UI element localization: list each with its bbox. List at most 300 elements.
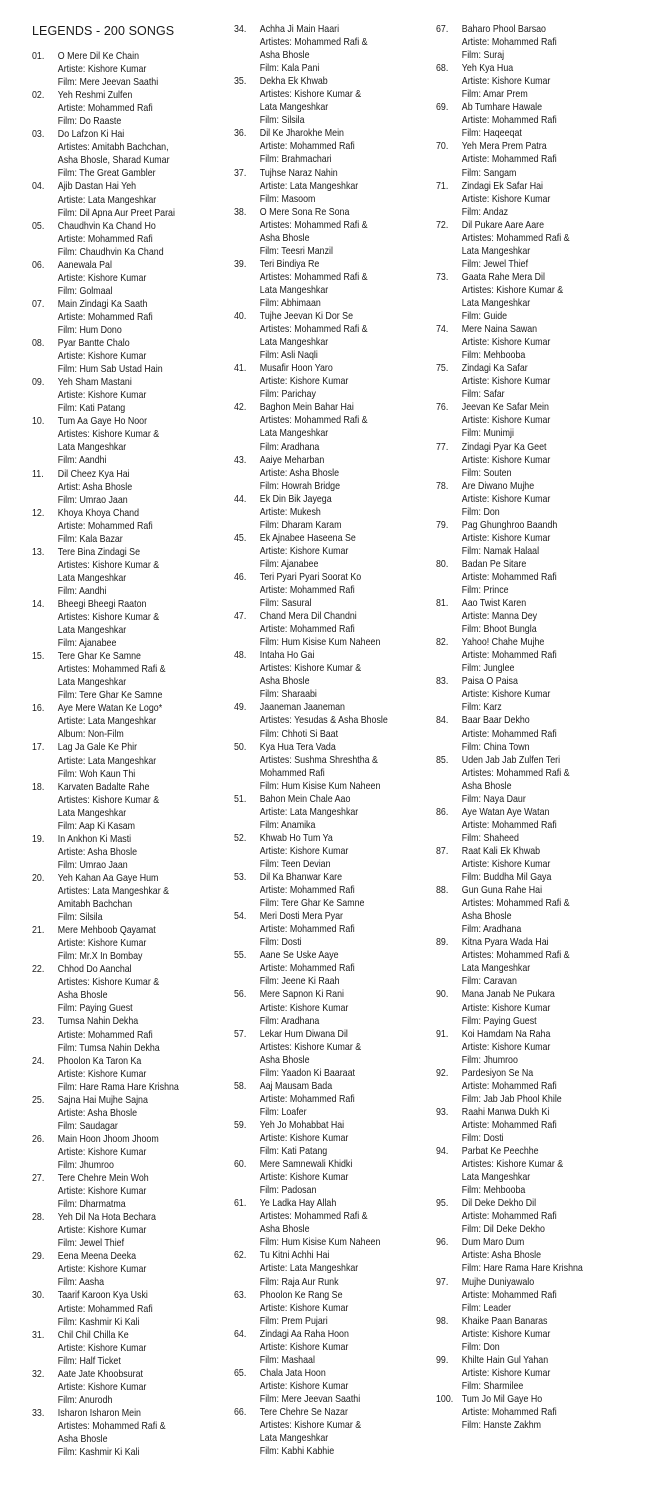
song-title: Teri Bindiya Re [259,258,320,270]
song-entry [436,401,612,440]
song-detail: Film: Safar [461,389,505,401]
song-detail: Artistes: Kishore Kumar & [259,1420,362,1432]
song-entry [436,23,612,62]
song-title: Bheegi Bheegi Raaton [57,598,147,610]
song-number: 63. [234,1289,247,1301]
song-number: 42. [234,402,247,414]
song-entry [436,62,612,101]
song-detail: Artiste: Mohammed Rafi [259,885,355,897]
song-number: 66. [234,1406,247,1418]
song-detail: Film: Yaadon Ki Baaraat [259,1067,355,1079]
song-title: Aye Watan Aye Watan [461,806,550,818]
song-detail: Artiste: Kishore Kumar [57,1186,147,1198]
song-title: Ye Ladka Hay Allah [259,1198,337,1210]
song-detail: Film: Shaheed [461,832,519,844]
song-title: Mere Mehboob Qayamat [57,925,156,937]
song-detail: Film: Kashmir Ki Kali [57,1316,140,1328]
song-entry [436,806,612,845]
song-entry [32,259,208,298]
song-entry [234,258,410,310]
song-detail: Film: Aradhana [259,1015,320,1027]
song-title: Ab Tumhare Hawale [461,102,543,114]
song-number: 06. [32,259,45,271]
song-entry [436,271,612,323]
song-detail: Artiste: Kishore Kumar [461,859,551,870]
song-number: 87. [436,845,449,857]
song-number: 92. [436,1067,449,1079]
song-detail: Artiste: Asha Bhosle [57,846,138,858]
song-entry [234,362,410,401]
song-number: 14. [32,598,45,610]
song-number: 30. [32,1290,45,1302]
song-detail: Film: Abhimaan [259,297,321,309]
song-detail: Film: Jab Jab Phool Khile [461,1093,562,1105]
song-detail: Artiste: Mohammed Rafi [259,585,355,597]
song-detail: Amitabh Bachchan [57,899,133,911]
song-entry [436,519,612,558]
song-detail: Film: Kati Patang [57,403,126,415]
song-detail: Artiste: Mukesh [259,506,321,518]
song-detail: Film: Souten [461,467,512,479]
song-title: Dil Cheez Kya Hai [57,468,130,480]
song-title: Jeevan Ke Safar Mein [461,402,549,414]
song-detail: Artiste: Mohammed Rafi [259,141,355,153]
song-title: Ek Ajnabee Haseena Se [259,532,356,544]
song-number: 03. [32,129,45,141]
song-detail: Lata Mangeshkar [461,1172,531,1184]
song-number: 95. [436,1198,449,1210]
song-title: Tujhe Jeevan Ki Dor Se [259,311,354,323]
song-detail: Artiste: Kishore Kumar [259,1172,349,1184]
song-entry [436,988,612,1027]
song-detail: Film: Jewel Thief [461,258,529,270]
song-title: Zindagi Ka Safar [461,363,528,375]
song-title: Yeh Kya Hua [461,63,514,75]
song-number: 12. [32,507,45,519]
song-entry [32,546,208,598]
song-detail: Film: Hum Kisise Kum Naheen [259,1237,381,1249]
song-detail: Film: Kala Bazar [57,533,123,545]
song-entry [234,1289,410,1328]
song-entry [234,401,410,453]
song-entry [436,884,612,936]
song-detail: Film: Ajanabee [259,558,319,570]
song-number: 04. [32,181,45,193]
song-entry [32,924,208,963]
song-number: 02. [32,90,45,102]
song-number: 32. [32,1368,45,1380]
song-detail: Film: Padosan [259,1185,317,1197]
song-detail: Artistes: Kishore Kumar & [259,1041,362,1053]
song-title: Kitna Pyara Wada Hai [461,937,549,949]
song-number: 51. [234,793,247,805]
song-detail: Artiste: Mohammed Rafi [57,1029,153,1041]
song-entry [32,1329,208,1368]
song-entry [436,1067,612,1106]
song-detail: Artiste: Kishore Kumar [57,938,147,950]
song-entry [436,441,612,480]
song-detail: Film: Tumsa Nahin Dekha [57,1042,160,1054]
song-detail: Artistes: Kishore Kumar & [57,429,160,441]
song-detail: Film: Paying Guest [57,1003,133,1015]
song-number: 39. [234,258,247,270]
song-detail: Film: Hare Rama Hare Krishna [461,1263,583,1275]
song-detail: Artiste: Kishore Kumar [57,1146,147,1158]
song-detail: Artiste: Mohammed Rafi [461,1289,557,1301]
song-title: Khaike Paan Banaras [461,1315,548,1327]
song-detail: Film: Umrao Jaan [57,859,128,871]
song-entry [436,1236,612,1275]
song-entry [436,636,612,675]
song-number: 79. [436,519,449,531]
song-entry [32,1133,208,1172]
song-number: 52. [234,832,247,844]
song-entry [32,1015,208,1054]
song-detail: Film: The Great Gambler [57,168,156,180]
song-title: Do Lafzon Ki Hai [57,129,125,141]
song-detail: Artiste: Mohammed Rafi [259,1093,355,1105]
song-detail: Film: Mere Jeevan Saathi [57,77,159,89]
song-entry [32,1407,208,1459]
song-entry [436,1276,612,1315]
song-number: 94. [436,1146,449,1158]
song-detail: Artiste: Mohammed Rafi [57,233,153,245]
song-entry [436,1106,612,1145]
song-detail: Artiste: Lata Mangeshkar [259,806,359,818]
song-title: Main Hoon Jhoom Jhoom [57,1133,159,1145]
song-number: 23. [32,1016,45,1028]
song-title: Tere Chehre Se Nazar [259,1406,348,1418]
song-title: Khwab Ho Tum Ya [259,832,333,844]
song-detail: Artistes: Amitabh Bachchan, [57,142,169,154]
song-number: 55. [234,950,247,962]
song-detail: Artistes: Kishore Kumar & [57,794,160,806]
song-entry [234,1158,410,1197]
song-detail: Film: Do Raaste [57,116,122,128]
song-number: 98. [436,1315,449,1327]
song-detail: Artiste: Kishore Kumar [57,1342,147,1354]
song-entry [436,140,612,179]
song-number: 97. [436,1276,449,1288]
song-detail: Artistes: Mohammed Rafi & [259,324,368,336]
song-title: Phoolon Ke Rang Se [259,1289,343,1301]
song-title: Yeh Dil Na Hota Bechara [57,1212,156,1224]
song-entry [436,101,612,140]
song-title: Zindagi Aa Raha Hoon [259,1328,349,1340]
song-detail: Film: Asli Naqli [259,350,318,362]
song-detail: Film: Haqeeqat [461,128,522,140]
song-detail: Artiste: Mohammed Rafi [259,624,355,636]
song-detail: Artiste: Kishore Kumar [259,1002,349,1014]
song-title: Tum Aa Gaye Ho Noor [57,416,148,428]
song-detail: Film: Howrah Bridge [259,480,341,492]
song-title: Paisa O Paisa [461,676,518,688]
song-detail: Asha Bhosle [259,232,310,244]
song-entry [234,1328,410,1367]
song-entry [436,845,612,884]
song-title: Mere Samnewali Khidki [259,1159,353,1171]
song-title: Musafir Hoon Yaro [259,363,333,375]
song-detail: Artistes: Mohammed Rafi & [461,767,570,779]
song-detail: Artiste: Mohammed Rafi [461,154,557,166]
song-entry [234,1367,410,1406]
song-detail: Artiste: Mohammed Rafi [57,1303,153,1315]
song-detail: Film: Half Ticket [57,1355,121,1367]
song-detail: Film: Aandhi [57,455,107,467]
song-title: Pyar Bantte Chalo [57,338,130,350]
song-detail: Film: Kabhi Kabhie [259,1446,335,1458]
song-entry [436,1197,612,1236]
song-detail: Artiste: Kishore Kumar [461,1367,551,1379]
song-detail: Artiste: Mohammed Rafi [461,650,557,662]
song-title: Jaaneman Jaaneman [259,702,345,714]
song-title: Aate Jate Khoobsurat [57,1368,143,1380]
song-number: 13. [32,546,45,558]
song-title: Aye Mere Watan Ke Logo* [57,703,163,715]
song-number: 40. [234,311,247,323]
song-entry [234,649,410,701]
song-detail: Artiste: Asha Bhosle [259,467,340,479]
song-detail: Asha Bhosle [259,676,310,688]
song-detail: Film: Sharaabi [259,689,317,701]
song-number: 54. [234,911,247,923]
song-detail: Artiste: Mohammed Rafi [461,1211,557,1223]
song-entry [436,1315,612,1354]
song-entry [32,468,208,507]
song-detail: Film: Sharmilee [461,1380,524,1392]
song-detail: Artiste: Lata Mangeshkar [57,755,157,767]
song-detail: Film: Parichay [259,389,316,401]
song-detail: Lata Mangeshkar [57,442,127,454]
song-detail: Artiste: Kishore Kumar [461,532,551,544]
song-detail: Lata Mangeshkar [461,963,531,975]
song-title: Tum Jo Mil Gaye Ho [461,1393,543,1405]
song-entry [234,206,410,258]
song-entry [436,1393,612,1432]
song-detail: Film: Chaudhvin Ka Chand [57,246,164,258]
song-entry [234,167,410,206]
song-number: 83. [436,676,449,688]
song-detail: Film: Dosti [259,937,302,949]
song-entry [32,741,208,780]
song-title: Yeh Reshmi Zulfen [57,90,133,102]
song-number: 17. [32,742,45,754]
song-title: Aaiye Meharban [259,454,325,466]
song-detail: Film: Woh Kaun Thi [57,768,136,780]
song-title: In Ankhon Ki Masti [57,833,132,845]
song-detail: Artiste: Mohammed Rafi [461,115,557,127]
song-title: Mere Naina Sawan [461,324,538,336]
song-title: Uden Jab Jab Zulfen Teri [461,754,561,766]
song-title: Chala Jata Hoon [259,1367,326,1379]
song-detail: Lata Mangeshkar [57,807,127,819]
song-number: 53. [234,872,247,884]
song-number: 38. [234,206,247,218]
song-detail: Asha Bhosle [259,50,310,62]
song-detail: Artistes: Mohammed Rafi & [461,950,570,962]
song-detail: Film: Saudagar [57,1120,118,1132]
song-entry [32,89,208,128]
song-title: Parbat Ke Peechhe [461,1146,539,1158]
song-entry [32,415,208,467]
song-detail: Film: Aradhana [461,924,522,936]
song-detail: Film: Hum Kisise Kum Naheen [259,780,381,792]
song-detail: Asha Bhosle [259,1224,310,1236]
song-detail: Artiste: Mohammed Rafi [461,728,557,740]
song-entry [32,507,208,546]
song-number: 16. [32,703,45,715]
song-title: Tu Kitni Achhi Hai [259,1250,330,1262]
song-detail: Artistes: Mohammed Rafi & [259,271,368,283]
song-detail: Artiste: Mohammed Rafi [57,311,153,323]
song-detail: Film: Kati Patang [259,1146,328,1158]
song-entry [234,1249,410,1288]
song-detail: Lata Mangeshkar [259,337,329,349]
song-entry [436,714,612,753]
song-detail: Artiste: Kishore Kumar [461,76,551,88]
song-number: 33. [32,1407,45,1419]
song-detail: Artiste: Kishore Kumar [57,1264,147,1276]
song-entry [234,1406,410,1458]
song-detail: Film: Jewel Thief [57,1238,125,1250]
song-title: Chhod Do Aanchal [57,964,132,976]
song-detail: Artiste: Kishore Kumar [461,1002,551,1014]
song-detail: Film: Junglee [461,663,515,675]
song-detail: Asha Bhosle [57,990,108,1002]
song-number: 22. [32,964,45,976]
song-detail: Film: Leader [461,1302,512,1314]
song-detail: Artistes: Mohammed Rafi & [259,37,368,49]
song-number: 36. [234,128,247,140]
song-detail: Film: Dil Apna Aur Preet Parai [57,207,175,219]
song-number: 47. [234,611,247,623]
song-title: Mana Janab Ne Pukara [461,989,555,1001]
song-title: Aane Se Uske Aaye [259,950,339,962]
song-entry [234,454,410,493]
song-detail: Artiste: Mohammed Rafi [57,103,153,115]
song-detail: Artiste: Lata Mangeshkar [57,194,157,206]
song-entry [32,1250,208,1289]
song-detail: Artiste: Kishore Kumar [461,689,551,701]
song-detail: Asha Bhosle, Sharad Kumar [57,155,170,167]
song-detail: Artiste: Kishore Kumar [461,337,551,349]
song-entry [32,872,208,924]
song-detail: Artistes: Sushma Shreshtha & [259,754,378,766]
song-detail: Film: Mere Jeevan Saathi [259,1393,361,1405]
song-detail: Film: Tere Ghar Ke Samne [259,898,365,910]
song-detail: Lata Mangeshkar [57,572,127,584]
song-detail: Artiste: Lata Mangeshkar [57,716,157,728]
song-detail: Film: Dosti [461,1132,504,1144]
song-detail: Film: Ajanabee [57,638,117,650]
song-number: 45. [234,532,247,544]
song-detail: Film: Guide [461,311,508,323]
song-number: 71. [436,180,449,192]
song-title: O Mere Sona Re Sona [259,206,350,218]
song-detail: Film: Teen Devian [259,859,331,870]
song-title: Bahon Mein Chale Aao [259,793,351,805]
song-entry [234,1119,410,1158]
song-number: 19. [32,833,45,845]
song-detail: Asha Bhosle [461,780,512,792]
song-title: Tere Bina Zindagi Se [57,546,141,558]
song-entry [32,298,208,337]
song-detail: Artiste: Kishore Kumar [57,1225,147,1237]
song-detail: Artistes: Mohammed Rafi & [57,664,166,676]
song-title: Pardesiyon Se Na [461,1067,534,1079]
song-title: Main Zindagi Ka Saath [57,298,148,310]
song-detail: Artiste: Mohammed Rafi [259,963,355,975]
song-number: 05. [32,220,45,232]
song-title: Raat Kali Ek Khwab [461,845,541,857]
song-number: 29. [32,1251,45,1263]
song-number: 21. [32,925,45,937]
song-title: Khoya Khoya Chand [57,507,140,519]
song-number: 64. [234,1328,247,1340]
song-number: 50. [234,741,247,753]
song-detail: Lata Mangeshkar [461,297,531,309]
song-entry [436,219,612,271]
song-detail: Film: Mehbooba [461,1185,526,1197]
song-entry [32,337,208,376]
song-number: 35. [234,76,247,88]
song-detail: Artiste: Kishore Kumar [259,1302,349,1314]
song-detail: Album: Non-Film [57,729,124,741]
song-title: Dekha Ek Khwab [259,76,328,88]
song-detail: Film: Chhoti Si Baat [259,728,339,740]
song-title: Aao Twist Karen [461,598,527,610]
song-entry [436,362,612,401]
song-number: 77. [436,441,449,453]
song-title: Gaata Rahe Mera Dil [461,271,545,283]
song-entry [234,793,410,832]
song-number: 37. [234,167,247,179]
song-detail: Film: Suraj [461,50,505,62]
song-detail: Film: Karz [461,702,502,714]
song-entry [436,323,612,362]
song-entry [32,1094,208,1133]
song-number: 78. [436,480,449,492]
song-entry [436,558,612,597]
song-entry [234,23,410,75]
song-number: 44. [234,493,247,505]
song-number: 59. [234,1119,247,1131]
song-detail: Artiste: Mohammed Rafi [461,1080,557,1092]
song-entry [234,910,410,949]
song-title: Badan Pe Sitare [461,558,527,570]
song-number: 73. [436,271,449,283]
song-detail: Artiste: Kishore Kumar [461,493,551,505]
song-entry [436,1145,612,1197]
song-detail: Lata Mangeshkar [57,625,127,637]
song-entry [436,597,612,636]
song-title: Tujhse Naraz Nahin [259,167,338,179]
song-number: 41. [234,363,247,375]
song-entry [32,650,208,702]
song-entry [32,963,208,1015]
song-title: Aaj Mausam Bada [259,1080,333,1092]
song-detail: Film: Hanste Zakhm [461,1420,542,1432]
song-detail: Artistes: Kishore Kumar & [259,663,362,675]
song-detail: Asha Bhosle [57,1433,108,1445]
song-detail: Lata Mangeshkar [259,428,329,440]
song-column-1 [32,50,208,1459]
song-number: 96. [436,1237,449,1249]
song-title: Baghon Mein Bahar Hai [259,402,354,414]
song-detail: Film: Jhumroo [57,1159,114,1171]
song-number: 56. [234,989,247,1001]
song-number: 76. [436,402,449,414]
